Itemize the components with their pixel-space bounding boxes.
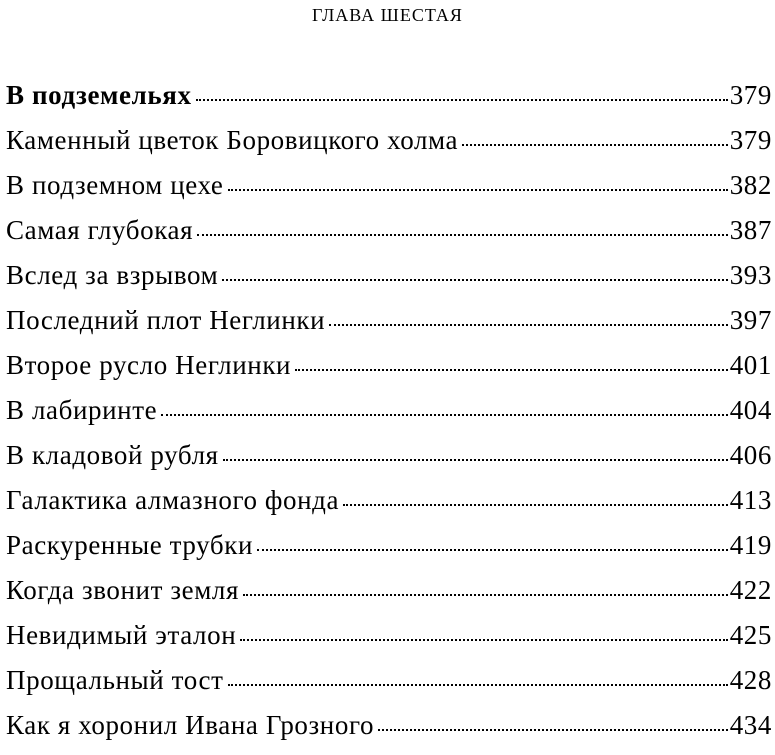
- toc-entry-page: 422: [729, 575, 772, 605]
- dot-leader: [228, 189, 728, 191]
- toc-entry[interactable]: [6, 665, 772, 710]
- dot-leader: [222, 279, 727, 281]
- toc-entry-title: Второе русло Неглинки: [6, 350, 292, 380]
- toc-entry-title: Как я хоронил Ивана Грозного: [6, 710, 375, 740]
- toc-entry[interactable]: [6, 125, 772, 170]
- toc-entry[interactable]: [6, 710, 772, 755]
- dot-leader: [295, 369, 728, 371]
- toc-entry[interactable]: [6, 485, 772, 530]
- toc-entry[interactable]: [6, 80, 772, 125]
- toc-entry-title: Раскуренные трубки: [6, 530, 253, 560]
- toc-entry-page: 428: [729, 665, 772, 695]
- toc-entry-page: 406: [729, 440, 772, 470]
- toc-entry-title: Прощальный тост: [6, 665, 224, 695]
- toc-entry-page: 382: [729, 170, 772, 200]
- toc-entry-page: 404: [729, 395, 772, 425]
- toc-entry-title: Невидимый эталон: [6, 620, 237, 650]
- toc-entry-title: В кладовой рубля: [6, 440, 219, 470]
- toc-entry-page: 419: [729, 530, 772, 560]
- toc-entry-title: Когда звонит земля: [6, 575, 239, 605]
- toc-entry[interactable]: [6, 170, 772, 215]
- toc-entry-title: Вслед за взрывом: [6, 260, 219, 290]
- toc-entry-page: 434: [729, 710, 772, 740]
- toc-entry-title: Последний плот Неглинки: [6, 305, 326, 335]
- toc-entry-title: В подземельях: [6, 80, 192, 110]
- table-of-contents: [6, 80, 772, 755]
- toc-entry-page: 413: [729, 485, 772, 515]
- toc-entry-title: В подземном цехе: [6, 170, 224, 200]
- dot-leader: [378, 729, 728, 731]
- dot-leader: [329, 324, 728, 326]
- dot-leader: [161, 414, 728, 416]
- toc-entry[interactable]: [6, 575, 772, 620]
- dot-leader: [243, 594, 728, 596]
- toc-entry[interactable]: [6, 215, 772, 260]
- toc-entry-page: 393: [729, 260, 772, 290]
- toc-entry-page: 401: [729, 350, 772, 380]
- toc-entry[interactable]: [6, 395, 772, 440]
- toc-entry[interactable]: [6, 440, 772, 485]
- dot-leader: [197, 234, 728, 236]
- toc-entry-page: 397: [729, 305, 772, 335]
- toc-entry-title: Галактика алмазного фонда: [6, 485, 340, 515]
- chapter-heading: ГЛАВА ШЕСТАЯ: [312, 5, 463, 25]
- dot-leader: [240, 639, 727, 641]
- toc-entry[interactable]: [6, 305, 772, 350]
- dot-leader: [223, 459, 728, 461]
- toc-entry[interactable]: [6, 350, 772, 395]
- toc-entry[interactable]: [6, 260, 772, 305]
- toc-entry-page: 387: [729, 215, 772, 245]
- toc-entry-page: 425: [729, 620, 772, 650]
- toc-entry-title: В лабиринте: [6, 395, 158, 425]
- toc-entry-title: Каменный цветок Боровицкого холма: [6, 125, 459, 155]
- toc-entry-page: 379: [729, 80, 772, 110]
- dot-leader: [196, 99, 728, 101]
- toc-entry[interactable]: [6, 620, 772, 665]
- dot-leader: [343, 504, 728, 506]
- dot-leader: [228, 684, 728, 686]
- dot-leader: [462, 144, 728, 146]
- toc-entry-page: 379: [729, 125, 772, 155]
- dot-leader: [257, 549, 728, 551]
- toc-entry-title: Самая глубокая: [6, 215, 194, 245]
- toc-entry[interactable]: [6, 530, 772, 575]
